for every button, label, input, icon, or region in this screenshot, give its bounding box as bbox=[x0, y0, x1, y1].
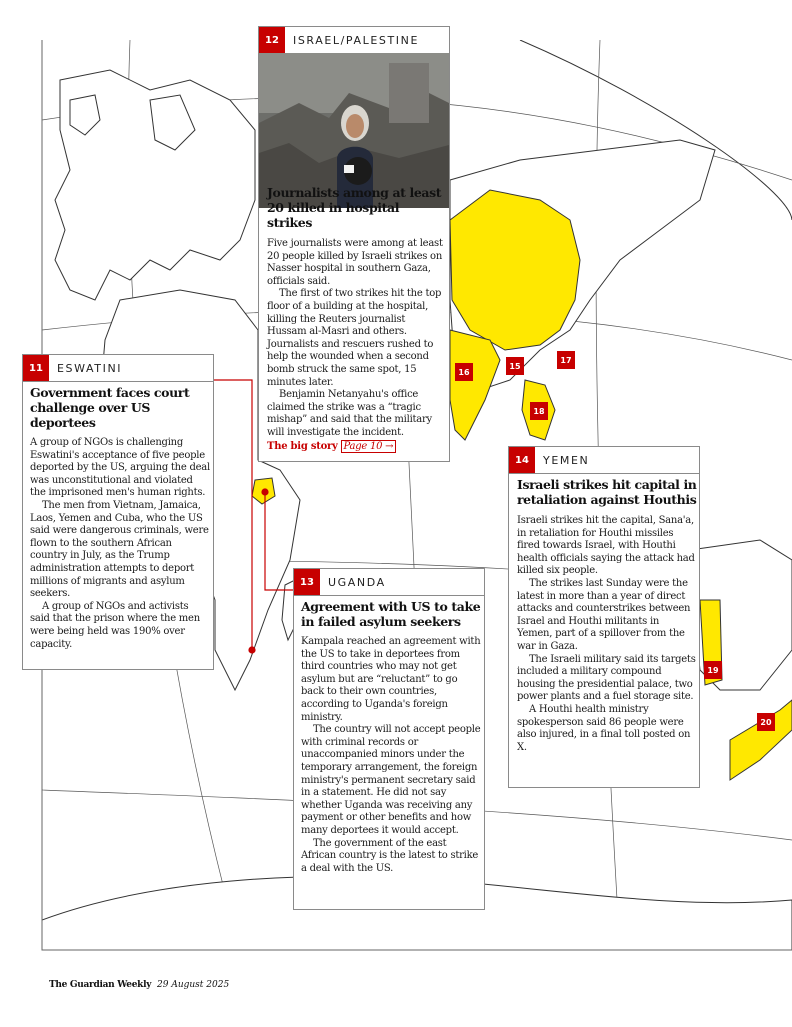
publication-name: The Guardian Weekly bbox=[49, 980, 152, 990]
story-number: 13 bbox=[294, 569, 320, 595]
story-paragraph: The strikes last Sunday were the latest in more than a year of direct attacks and counterstrikes between Israel and Houthi militants in Yemen, part of a spillover from the war in Gaza. bbox=[517, 577, 691, 652]
story-card-israel-palestine bbox=[258, 26, 450, 462]
story-number: 12 bbox=[259, 27, 285, 53]
page-reference-link[interactable]: Page 10 → bbox=[341, 440, 397, 453]
map-pin-18: 18 bbox=[530, 402, 548, 420]
map-pin-17: 17 bbox=[557, 351, 575, 369]
story-place: UGANDA bbox=[328, 575, 386, 589]
story-paragraph: Israeli strikes hit the capital, Sana'a, in retaliation for Houthi missiles fired towards Israel, with Houthi health officials saying the attack had killed six people. bbox=[517, 515, 695, 577]
story-tag bbox=[294, 569, 484, 596]
connector-dot-uganda bbox=[262, 489, 268, 495]
story-paragraph: Benjamin Netanyahu's office claimed the strike was a “tragic mishap” and said that the military will investigate the incident. bbox=[267, 389, 432, 438]
map-pin-19: 19 bbox=[704, 661, 722, 679]
story-tag bbox=[259, 27, 449, 54]
story-place: ESWATINI bbox=[57, 361, 123, 375]
story-card-uganda bbox=[293, 568, 485, 910]
map-pin-16: 16 bbox=[455, 363, 473, 381]
story-card-eswatini bbox=[22, 354, 214, 670]
story-paragraph: The country will not accept people with criminal records or unaccompanied minors under the temporary arrangement, the foreign ministry's permanent secretary said in a statement. He did not say whether Uganda was receiving any payment or other benefits and how many deportees it would accept. bbox=[301, 724, 481, 836]
more-link-label[interactable]: The big story bbox=[267, 440, 338, 452]
story-card-yemen bbox=[508, 446, 700, 788]
newzealand-shape bbox=[730, 700, 792, 780]
story-place: YEMEN bbox=[543, 453, 590, 467]
story-paragraph: The Israeli military said its targets included a military compound housing the presidential palace, two power plants and a fuel storage site. bbox=[517, 653, 696, 703]
story-headline: Government faces court challenge over US deportees bbox=[30, 385, 190, 430]
china-shape bbox=[450, 190, 580, 350]
story-place: ISRAEL/PALESTINE bbox=[293, 33, 419, 47]
page-footer bbox=[49, 980, 229, 990]
connector-dot-eswatini bbox=[249, 647, 255, 653]
story-paragraph: The men from Vietnam, Jamaica, Laos, Yemen and Cuba, who the US said were dangerous criminals, were flown to the southern African country in July, as the Trump administration attempts to deport millions of migrants and asylum seekers. bbox=[30, 499, 209, 600]
map-pin-20: 20 bbox=[757, 713, 775, 731]
story-tag bbox=[23, 355, 213, 382]
story-headline: Journalists among at least 20 killed in hospital strikes bbox=[267, 185, 442, 230]
story-headline: Agreement with US to take in failed asylum seekers bbox=[301, 599, 481, 629]
story-paragraph: Five journalists were among at least 20 people killed by Israeli strikes on Nasser hospital in southern Gaza, officials said. bbox=[267, 238, 443, 287]
story-paragraph: A group of NGOs is challenging Eswatini's acceptance of five people deported by the US, arguing the deal was unconstitutional and violated the imprisoned men's human rights. bbox=[30, 437, 210, 499]
story-paragraph: A Houthi health ministry spokesperson said 86 people were also injured, in a final toll posted on X. bbox=[517, 703, 691, 753]
story-paragraph: The government of the east African country is the latest to strike a deal with the US. bbox=[301, 837, 479, 874]
story-paragraph: A group of NGOs and activists said that the prison where the men were being held was 190% over capacity. bbox=[30, 600, 200, 650]
story-paragraph: Kampala reached an agreement with the US to take in deportees from third countries who may not get asylum but are “reluctant” to go back to their own countries, according to Uganda's foreign ministry. bbox=[301, 636, 481, 723]
story-paragraph: The first of two strikes hit the top floor of a building at the hospital, killing the Reuters journalist Hussam al-Masri and others. Journalists and rescuers rushed to help the wounded when a second bomb struck the same spot, 15 minutes later. bbox=[267, 288, 442, 388]
story-tag bbox=[509, 447, 699, 474]
map-pin-15: 15 bbox=[506, 357, 524, 375]
story-number: 11 bbox=[23, 355, 49, 381]
issue-date: 29 August 2025 bbox=[157, 980, 230, 990]
story-headline: Israeli strikes hit capital in retaliation against Houthis bbox=[517, 477, 697, 507]
story-number: 14 bbox=[509, 447, 535, 473]
